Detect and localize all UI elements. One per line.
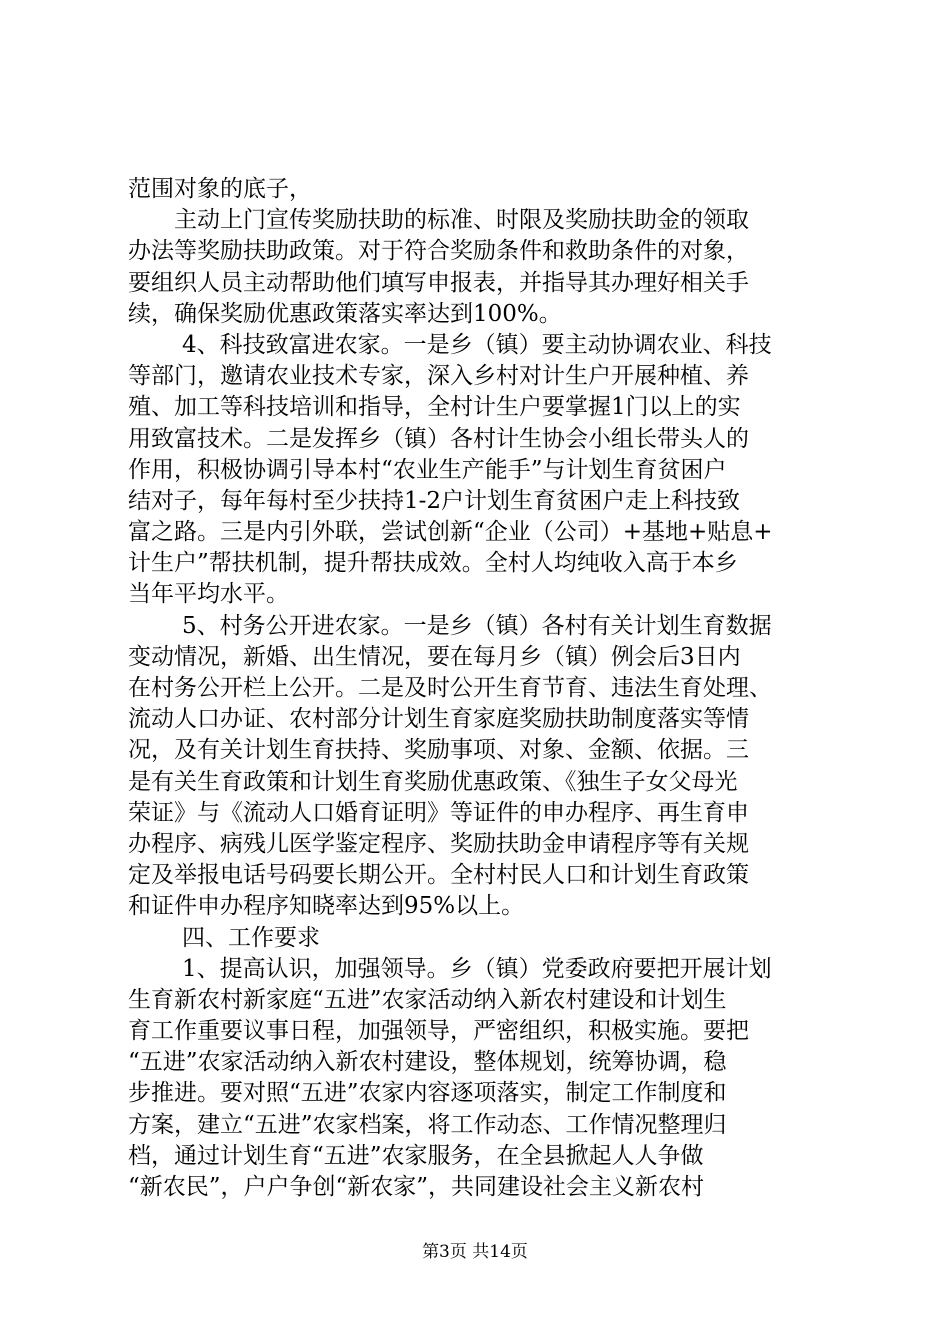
section-heading: 四、工作要求	[182, 924, 320, 951]
text-line: 富之路。三是内引外联，尝试创新“企业（公司）+基地+贴息+	[128, 519, 773, 546]
text-line: 是有关生育政策和计划生育奖励优惠政策、《独生子女父母光	[128, 768, 738, 795]
text-line: “五进”农家活动纳入新农村建设，整体规划，统筹协调，稳	[128, 1049, 727, 1076]
text-line: 5、村务公开进农家。一是乡（镇）各村有关计划生育数据	[182, 612, 772, 639]
text-line: “新农民”，户户争创“新农家”，共同建设社会主义新农村	[128, 1174, 705, 1200]
text-line: 荣证》与《流动人口婚育证明》等证件的申办程序、再生育申	[128, 799, 749, 826]
text-line: 续，确保奖励优惠政策落实率达到100%。	[128, 300, 562, 327]
text-line: 计生户”帮扶机制，提升帮扶成效。全村人均纯收入高于本乡	[128, 550, 738, 577]
text-line: 用致富技术。二是发挥乡（镇）各村计生协会小组长带头人的	[128, 425, 749, 452]
text-line: 作用，积极协调引导本村“农业生产能手”与计划生育贫困户	[128, 456, 727, 483]
page-footer: 第3页 共14页	[422, 1242, 528, 1262]
text-line: 档，通过计划生育“五进”农家服务，在全县掀起人人争做	[128, 1142, 704, 1169]
text-line: 变动情况，新婚、出生情况，要在每月乡（镇）例会后3日内	[128, 643, 741, 670]
text-line: 定及举报电话号码要长期公开。全村村民人口和计划生育政策	[128, 862, 749, 889]
text-line: 步推进。要对照“五进”农家内容逐项落实，制定工作制度和	[128, 1080, 727, 1107]
text-line: 要组织人员主动帮助他们填写申报表，并指导其办理好相关手	[128, 269, 749, 296]
text-line: 4、科技致富进农家。一是乡（镇）要主动协调农业、科技	[182, 331, 772, 358]
text-line: 结对子，每年每村至少扶持1-2户计划生育贫困户走上科技致	[128, 487, 741, 514]
text-line: 况，及有关计划生育扶持、奖励事项、对象、金额、依据。三	[128, 737, 749, 764]
text-line: 方案，建立“五进”农家档案，将工作动态、工作情况整理归	[128, 1111, 727, 1138]
document-body	[128, 174, 838, 1203]
text-line: 1、提高认识，加强领导。乡（镇）党委政府要把开展计划	[182, 955, 772, 982]
text-line: 育工作重要议事日程，加强领导，严密组织，积极实施。要把	[128, 1018, 749, 1045]
text-line: 流动人口办证、农村部分计划生育家庭奖励扶助制度落实等情	[128, 706, 749, 733]
text-line: 在村务公开栏上公开。二是及时公开生育节育、违法生育处理、	[128, 675, 772, 701]
text-line: 当年平均水平。	[128, 581, 289, 608]
text-line: 主动上门宣传奖励扶助的标准、时限及奖励扶助金的领取	[174, 207, 749, 234]
text-line: 范围对象的底子，	[128, 176, 312, 202]
text-line: 殖、加工等科技培训和指导，全村计生户要掌握1门以上的实	[128, 394, 741, 421]
text-line: 办法等奖励扶助政策。对于符合奖励条件和救助条件的对象，	[128, 238, 749, 265]
text-line: 和证件申办程序知晓率达到95%以上。	[128, 893, 525, 920]
text-line: 办程序、病残儿医学鉴定程序、奖励扶助金申请程序等有关规	[128, 830, 749, 857]
text-line: 生育新农村新家庭“五进”农家活动纳入新农村建设和计划生	[128, 986, 727, 1013]
text-line: 等部门，邀请农业技术专家，深入乡村对计生户开展种植、养	[128, 363, 749, 390]
